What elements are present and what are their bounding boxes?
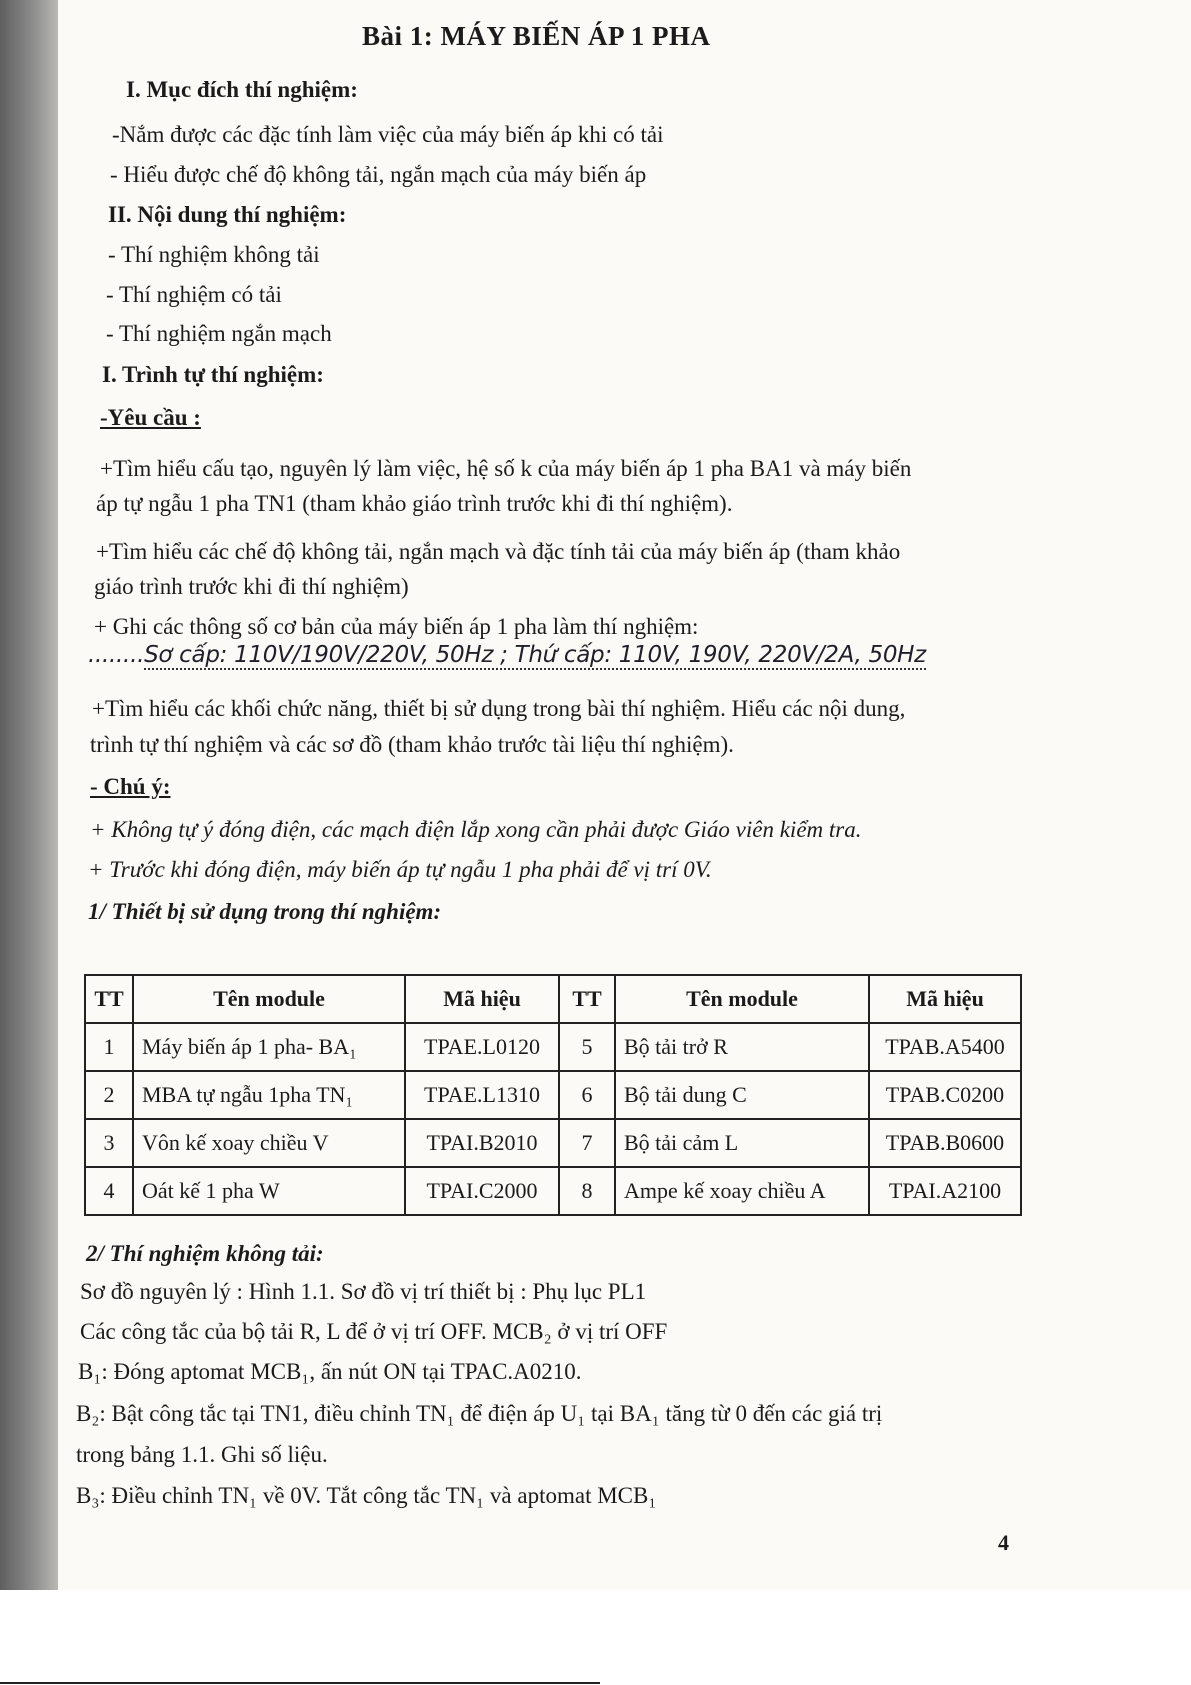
book-binding-shadow [0,0,58,1590]
document-page [58,0,1191,1590]
section-2-heading: II. Nội dung thí nghiệm: [108,202,347,227]
noload-step-2-line-1: B₂: Bật công tắc tại TN1, điều chỉnh TN₁ để điện áp U₁ tại BA₁ tăng từ 0 đến các giá trị [76,1401,883,1426]
cell-module: Bộ tải trở R [615,1023,869,1071]
requirement-3-line-1: + Ghi các thông số cơ bản của máy biến áp 1 pha làm thí nghiệm: [94,614,699,639]
content-item-1: - Thí nghiệm không tải [108,242,320,267]
noload-step-1: B₁: Đóng aptomat MCB₁, ấn nút ON tại TPAC.A0210. [78,1359,582,1384]
purpose-item-2: - Hiểu được chế độ không tải, ngắn mạch của máy biến áp [110,162,647,187]
purpose-item-1: -Nắm được các đặc tính làm việc của máy biến áp khi có tải [112,122,664,147]
cell-tt: 1 [85,1023,133,1071]
note-1: + Không tự ý đóng điện, các mạch điện lắp xong cần phải được Giáo viên kiểm tra. [90,817,862,842]
cell-tt: 3 [85,1119,133,1167]
requirement-2-line-2: giáo trình trước khi đi thí nghiệm) [94,574,409,599]
cell-code: TPAI.A2100 [869,1167,1021,1215]
table-row [85,1071,1021,1119]
table-row [85,1119,1021,1167]
requirement-1-line-1: +Tìm hiểu cấu tạo, nguyên lý làm việc, hệ số k của máy biến áp 1 pha BA1 và máy biến [100,456,912,481]
cell-tt: 8 [559,1167,615,1215]
requirement-label: -Yêu cầu : [100,405,201,430]
requirement-4-line-1: +Tìm hiểu các khối chức năng, thiết bị sử dụng trong bài thí nghiệm. Hiểu các nội dung, [92,696,906,721]
content-item-2: - Thí nghiệm có tải [106,282,282,307]
requirement-2-line-1: +Tìm hiểu các chế độ không tải, ngắn mạch và đặc tính tải của máy biến áp (tham khảo [96,539,901,564]
note-2: + Trước khi đóng điện, máy biến áp tự ngẫu 1 pha phải để vị trí 0V. [88,857,712,882]
table-header-row [85,975,1021,1023]
cell-module: MBA tự ngẫu 1pha TN₁ [133,1071,405,1119]
noload-step-2-line-2: trong bảng 1.1. Ghi số liệu. [76,1442,328,1467]
equipment-table [84,974,1022,1216]
handwritten-specs-text: Sơ cấp: 110V/190V/220V, 50Hz ; Thứ cấp: 110V, 190V, 220V/2A, 50Hz [144,642,926,668]
content-item-3: - Thí nghiệm ngắn mạch [106,321,332,346]
cell-code: TPAB.A5400 [869,1023,1021,1071]
cell-code: TPAE.L1310 [405,1071,559,1119]
cell-code: TPAI.B2010 [405,1119,559,1167]
cell-module: Ampe kế xoay chiều A [615,1167,869,1215]
cell-code: TPAB.B0600 [869,1119,1021,1167]
header-tt: TT [85,975,133,1023]
noload-heading: 2/ Thí nghiệm không tải: [86,1241,324,1266]
page-number: 4 [998,1530,1009,1555]
noload-step-3: B₃: Điều chỉnh TN₁ về 0V. Tắt công tắc TN₁ và aptomat MCB₁ [76,1483,657,1508]
cell-module: Vôn kế xoay chiều V [133,1119,405,1167]
header-code-2: Mã hiệu [869,975,1021,1023]
cell-tt: 2 [85,1071,133,1119]
noload-line-2: Các công tắc của bộ tải R, L để ở vị trí OFF. MCB₂ ở vị trí OFF [80,1319,668,1344]
cell-module: Máy biến áp 1 pha- BA₁ [133,1023,405,1071]
cell-code: TPAB.C0200 [869,1071,1021,1119]
cell-module: Oát kế 1 pha W [133,1167,405,1215]
cell-module: Bộ tải dung C [615,1071,869,1119]
cell-code: TPAE.L0120 [405,1023,559,1071]
section-1-heading: I. Mục đích thí nghiệm: [126,77,358,102]
header-code: Mã hiệu [405,975,559,1023]
scan-bottom-margin [0,1590,1191,1685]
cell-code: TPAI.C2000 [405,1167,559,1215]
table-row [85,1167,1021,1215]
section-3-heading: I. Trình tự thí nghiệm: [102,362,324,387]
handwritten-transformer-specs: ........Sơ cấp: 110V/190V/220V, 50Hz ; Thứ cấp: 110V, 190V, 220V/2A, 50Hz [88,642,926,668]
cell-tt: 6 [559,1071,615,1119]
cell-module: Bộ tải cảm L [615,1119,869,1167]
table-row [85,1023,1021,1071]
scan-edge-line [0,1682,600,1684]
note-label: - Chú ý: [90,774,171,799]
cell-tt: 4 [85,1167,133,1215]
requirement-4-line-2: trình tự thí nghiệm và các sơ đồ (tham khảo trước tài liệu thí nghiệm). [90,732,734,757]
requirement-1-line-2: áp tự ngẫu 1 pha TN1 (tham khảo giáo trình trước khi đi thí nghiệm). [96,491,733,516]
equipment-heading: 1/ Thiết bị sử dụng trong thí nghiệm: [88,899,442,924]
cell-tt: 5 [559,1023,615,1071]
page-title: Bài 1: MÁY BIẾN ÁP 1 PHA [362,21,711,51]
header-module-name-2: Tên module [615,975,869,1023]
header-tt-2: TT [559,975,615,1023]
cell-tt: 7 [559,1119,615,1167]
noload-line-1: Sơ đồ nguyên lý : Hình 1.1. Sơ đồ vị trí thiết bị : Phụ lục PL1 [80,1279,647,1304]
header-module-name: Tên module [133,975,405,1023]
